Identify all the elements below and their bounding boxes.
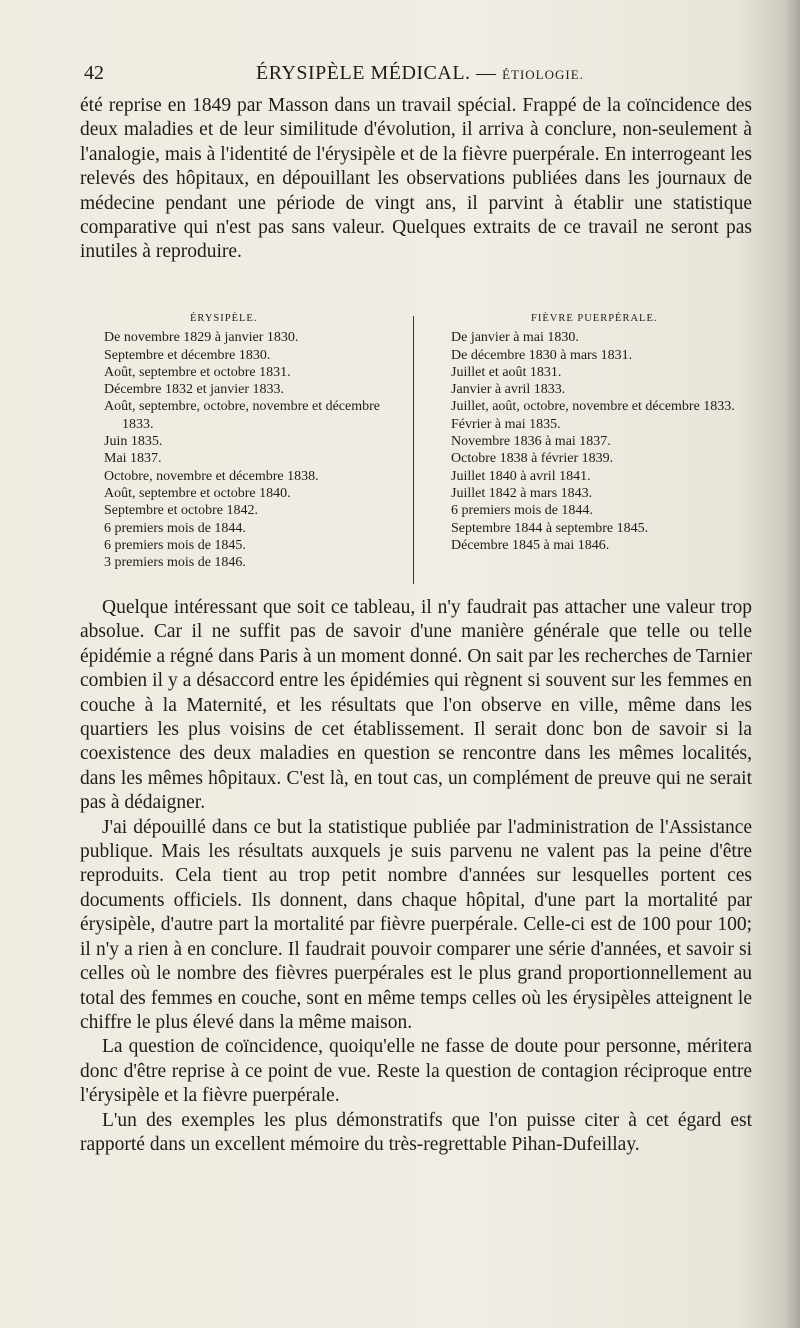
table-entry: Janvier à avril 1833. <box>451 382 566 398</box>
erysipelas-heading: ÉRYSIPÈLE. <box>190 313 258 324</box>
table-entry: Juillet 1842 à mars 1843. <box>451 485 593 501</box>
table-entry: De décembre 1830 à mars 1831. <box>451 347 633 363</box>
paragraph: L'un des exemples les plus démonstratifs que l'on puisse citer à cet égard est rapporté dans un excellent mémoire du très-regrettable Pihan-Dufeillay. <box>80 1109 752 1155</box>
table-entry: Août, septembre et octobre 1831. <box>104 364 291 380</box>
column-divider <box>413 316 414 584</box>
table-entry: Juillet, août, octobre, novembre et décembre 1833. <box>451 399 735 415</box>
table-entry: Octobre, novembre et décembre 1838. <box>104 468 319 484</box>
running-title <box>256 62 584 85</box>
table-entry: 6 premiers mois de 1845. <box>104 537 246 553</box>
table-entry: Septembre 1844 à septembre 1845. <box>451 520 649 536</box>
table-entry: De novembre 1829 à janvier 1830. <box>104 330 299 346</box>
table-entry: Septembre et octobre 1842. <box>104 503 258 519</box>
running-title-section: ÉTIOLOGIE. <box>502 67 584 82</box>
table-entry: 6 premiers mois de 1844. <box>104 520 246 536</box>
comparison-table <box>100 310 760 586</box>
paragraph: La question de coïncidence, quoiqu'elle ne fasse de doute pour personne, méritera donc d'être reprise à ce point de vue. Reste la question de contagion réciproque entre l'érysipèle et la fièvre puerpérale. <box>80 1036 752 1107</box>
table-entry: Juillet et août 1831. <box>451 364 562 380</box>
page-number: 42 <box>84 62 104 84</box>
paragraph: Quelque intéressant que soit ce tableau, il n'y faudrait pas attacher une valeur trop absolue. Car il ne suffit pas de savoir d'une manière générale que telle ou telle épidémie a régné dans Paris à un moment donné. On sait par les recherches de Tarnier combien il y a désaccord entre les épidémies qui règnent si souvent sur les femmes en couche à la Maternité, et les résultats que l'on observe en ville, même dans les quartiers les plus voisins de cet établissement. Il serait donc bon de savoir si la coexistence des deux maladies en question se rencontre dans les mêmes localités, dans les mêmes hôpitaux. C'est là, en tout cas, un complément de preuve qui ne serait pas à dédaigner. <box>80 597 752 814</box>
puerperal-fever-column <box>451 310 751 554</box>
table-entry: Décembre 1832 et janvier 1833. <box>104 382 284 398</box>
table-entry: Novembre 1836 à mai 1837. <box>451 434 611 450</box>
table-entry: 3 premiers mois de 1846. <box>104 555 246 571</box>
erysipelas-column <box>104 310 404 571</box>
table-entry: Août, septembre, octobre, novembre et décembre 1833. <box>104 399 381 432</box>
table-entry: Mai 1837. <box>104 451 162 467</box>
table-entry: Juin 1835. <box>104 434 163 450</box>
body-text <box>80 596 752 1157</box>
table-entry: Décembre 1845 à mai 1846. <box>451 537 610 553</box>
running-title-main: ÉRYSIPÈLE MÉDICAL. — <box>256 62 497 84</box>
table-entry: Septembre et décembre 1830. <box>104 347 271 363</box>
puerperal-fever-heading: FIÈVRE PUERPÉRALE. <box>531 313 658 324</box>
paragraph-intro: été reprise en 1849 par Masson dans un travail spécial. Frappé de la coïncidence des deux maladies et de leur similitude d'évolution, il arriva à conclure, non-seulement à l'analogie, mais à l'identité de l'érysipèle et de la fièvre puerpérale. En interrogeant les relevés des hôpitaux, en dépouillant les observations publiées dans les journaux de médecine pendant une période de vingt ans, il parvint à établir une statistique comparative qui n'est pas sans valeur. Quelques extraits de ce travail ne seront pas inutiles à reproduire. <box>80 95 752 263</box>
table-entry: De janvier à mai 1830. <box>451 330 579 346</box>
table-entry: Juillet 1840 à avril 1841. <box>451 468 591 484</box>
paragraph: J'ai dépouillé dans ce but la statistique publiée par l'administration de l'Assistance publique. Mais les résultats auxquels je suis parvenu ne valent pas la peine d'être reproduits. Cela tient au trop petit nombre d'années sur lesquelles portent ces documents officiels. Ils donnent, dans chaque hôpital, d'une part la mortalité par érysipèle, d'autre part la mortalité par fièvre puerpérale. Celle-ci est de 100 pour 100; il n'y a rien à en conclure. Il faudrait pouvoir comparer une série d'années, et savoir si celles où le nombre des fièvres puerpérales est le plus grand proportionnellement au total des femmes en couche, sont en même temps celles où les érysipèles atteignent le chiffre le plus élevé dans la même maison. <box>80 816 752 1033</box>
page-header <box>80 62 752 86</box>
table-entry: Août, septembre et octobre 1840. <box>104 485 291 501</box>
table-entry: 6 premiers mois de 1844. <box>451 503 593 519</box>
table-entry: Février à mai 1835. <box>451 416 561 432</box>
table-entry: Octobre 1838 à février 1839. <box>451 451 614 467</box>
